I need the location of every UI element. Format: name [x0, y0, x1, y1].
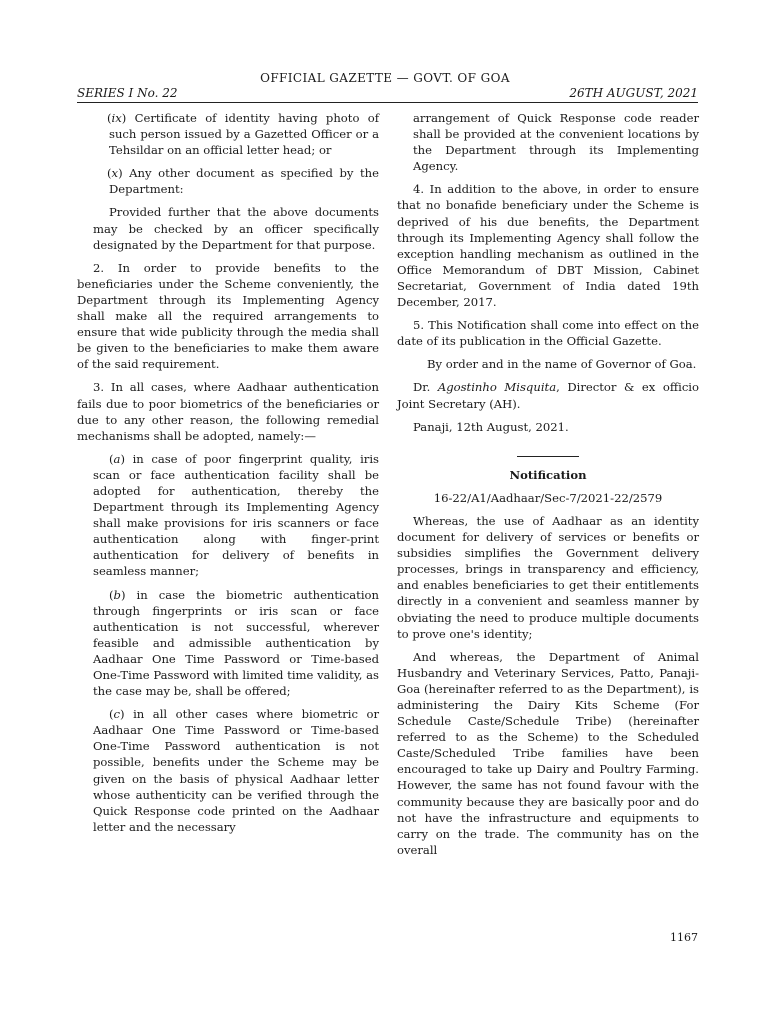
clause-c-label: c — [113, 707, 121, 722]
signatory-name: Agostinho Misquita — [437, 380, 557, 395]
signatory — [397, 379, 699, 411]
notification-number: 16-22/A1/Aadhaar/Sec-7/2021-22/2579 — [433, 490, 663, 505]
clause-a-label: a — [113, 451, 121, 466]
paragraph-2: 2. In order to provide benefits to the beneficiaries under the Scheme conveniently, the Department through its Implementing Agency shall make all the required arrangements to ensure that wide publicity through the media shall be given to the beneficiaries to make them aware of the said requirement. — [77, 260, 379, 372]
whereas-paragraph-2: And whereas, the Department of Animal Husbandry and Veterinary Services, Patto, Panaji-Goa (hereinafter referred to as the Department), is administering the Dairy Kits Scheme (For Schedule Caste/Schedule Tribe) (hereinafter referred to as the Scheme) to the Scheduled Caste/Scheduled Tribe families have been encouraged to take up Dairy and Poultry Farming. However, the same has not found favour with the community because they are basically poor and do not have the infrastructure and equipments to carry on the trade. The community has on the overall — [397, 649, 699, 857]
header-rule — [77, 102, 698, 103]
clause-c: (c) in all other cases where biometric or Aadhaar One Time Password or Time-based One-Time Password authentication is not possible, benefits under the Scheme may be given on the basis of physical Aadhaar letter whose authenticity can be verified through the Quick Response code printed on the Aadhaar letter and the necessary — [93, 707, 379, 834]
clause-x: (x) Any other document as specified by the Department: — [107, 166, 379, 197]
clause-a: (a) in case of poor fingerprint quality, iris scan or face authentication facility shall be adopted for authentication, thereby the Department through its Implementing Agency shall make provisions for iris scanners or face authentication along with finger-print authentication for delivery of benefits in seamless manner; — [93, 451, 379, 579]
whereas-paragraph-1: Whereas, the use of Aadhaar as an identity document for delivery of services or benefits or subsidies simplifies the Government delivery processes, brings in transparency and efficiency, and enables beneficiaries to get their entitlements directly in a convenient and seamless manner by obviating the need to produce multiple documents to prove one's identity; — [397, 513, 699, 641]
proviso: Provided further that the above documents may be checked by an officer specifically designated by the Department for that purpose. — [93, 205, 379, 252]
clause-b: (b) in case the biometric authentication through fingerprints or iris scan or face authentication is not successful, wherever feasible and admissible authentication by Aadhaar One Time Password or Time-based One-Time Password with limited time validity, as the case may be, shall be offered; — [93, 587, 379, 699]
clause-b-text: ) in case the biometric authentication through fingerprints or iris scan or face authentication is not successful, wherever feasible and admissible authentication by Aadhaar One Time Password or Time-based One-Time Password with limited time validity, as the case may be, shall be offered; — [93, 587, 379, 699]
clause-c-continued: arrangement of Quick Response code reader shall be provided at the convenient locations by the Department through its Implementing Agency. — [413, 111, 699, 174]
signatory-suffix: , Director & ex officio Joint Secretary (AH). — [397, 380, 699, 411]
clause-ix-text: ) Certificate of identity having photo of such person issued by a Gazetted Officer or a Tehsildar on an official letter head; or — [109, 111, 379, 158]
place-date: Panaji, 12th August, 2021. — [413, 419, 569, 434]
issue-date: 26TH AUGUST, 2021 — [569, 86, 698, 100]
clause-ix-label: ix — [111, 111, 122, 125]
clause-x-label: x — [111, 166, 119, 181]
left-column — [77, 110, 379, 842]
notification-heading: Notification — [509, 467, 587, 482]
clause-a-text: ) in case of poor fingerprint quality, iris scan or face authentication facility shall be adopted for authentication, thereby the Department through its Implementing Agency shall make provisions for iris scanners or face authentication along with finger-print authentication for delivery of benefits in seamless manner; — [93, 451, 379, 579]
clause-c-text: ) in all other cases where biometric or Aadhaar One Time Password or Time-based One-Time Password authentication is not possible, benefits under the Scheme may be given on the basis of physical Aadhaar letter whose authenticity can be verified through the Quick Response code printed on the Aadhaar letter and the necessary — [93, 707, 379, 834]
paragraph-5: 5. This Notification shall come into effect on the date of its publication in the Official Gazette. — [397, 318, 699, 349]
page-number: 1167 — [670, 931, 698, 944]
clause-x-text: ) Any other document as specified by the Department: — [109, 166, 379, 197]
series-number: SERIES I No. 22 — [77, 86, 178, 100]
paragraph-3: 3. In all cases, where Aadhaar authentication fails due to poor biometrics of the beneficiaries or due to any other reason, the following remedial mechanisms shall be adopted, namely:— — [77, 380, 379, 443]
paragraph-4: 4. In addition to the above, in order to ensure that no bonafide beneficiary under the Scheme is deprived of his due benefits, the Department through its Implementing Agency shall follow the exception handling mechanism as outlined in the Office Memorandum of DBT Mission, Cabinet Secretariat, Government of India dated 19th December, 2017. — [397, 182, 699, 310]
right-column — [397, 110, 699, 865]
by-order: By order and in the name of Governor of Goa. — [427, 357, 697, 372]
clause-b-label: b — [113, 587, 121, 602]
clause-ix: (ix) Certificate of identity having photo of such person issued by a Gazetted Officer or a Tehsildar on an official letter head; or — [107, 111, 379, 158]
section-separator — [397, 445, 699, 461]
gazette-title: OFFICIAL GAZETTE — GOVT. OF GOA — [260, 71, 510, 85]
signatory-prefix: Dr. — [413, 380, 438, 395]
